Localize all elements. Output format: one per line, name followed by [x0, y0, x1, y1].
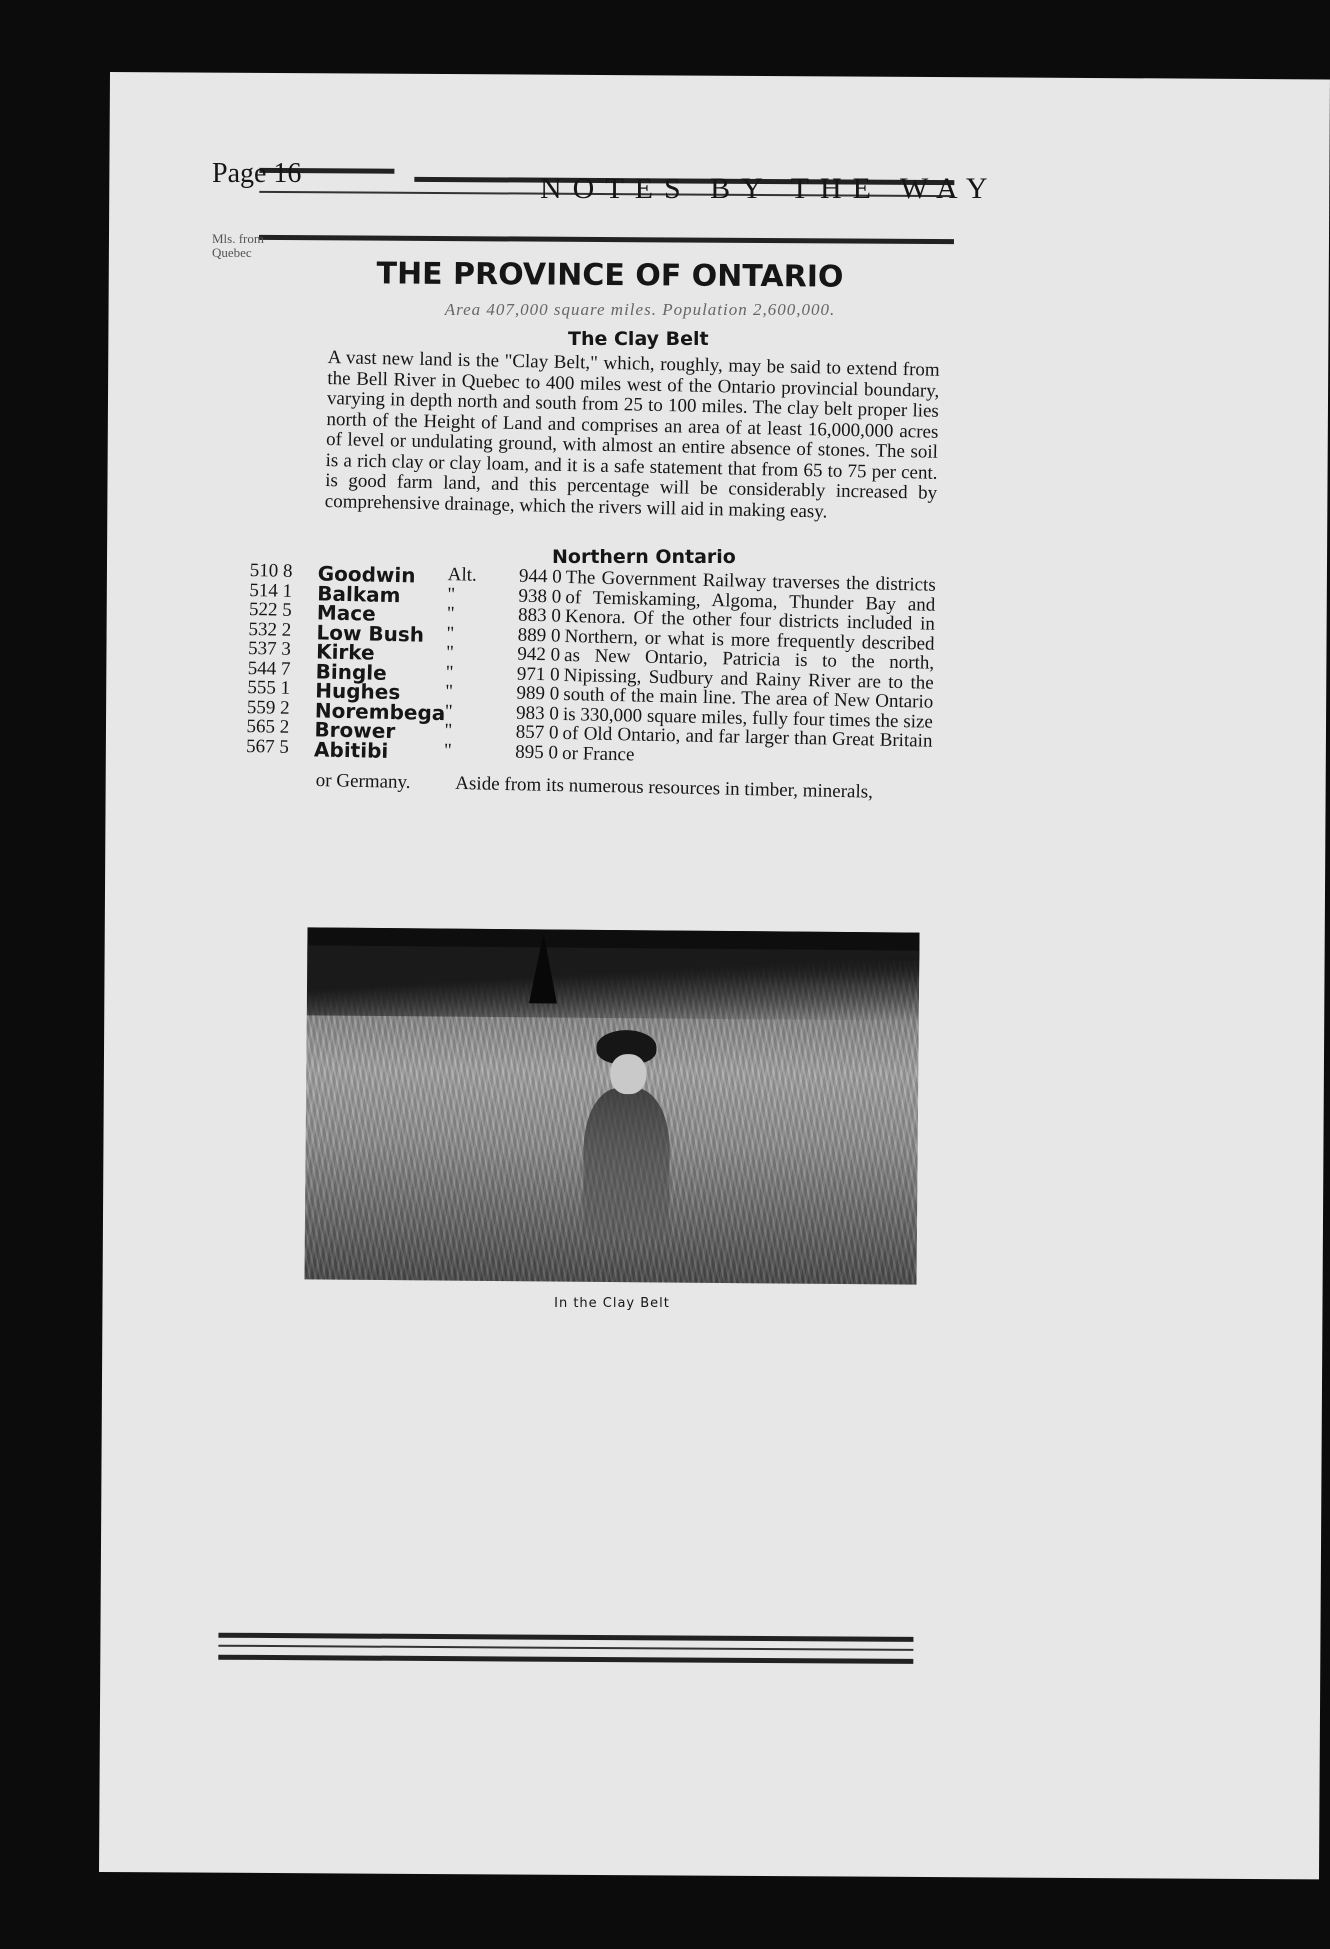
bottom-rule — [218, 1633, 913, 1642]
station-miles: 522 5 — [248, 598, 292, 621]
station-miles: 537 3 — [247, 637, 292, 660]
station-altitude: 971 0 — [516, 663, 560, 686]
header-rule — [259, 235, 954, 244]
station-altitude: 942 0 — [517, 643, 561, 666]
bottom-rule — [218, 1645, 913, 1651]
station-miles: 532 2 — [248, 618, 292, 641]
clay-belt-heading: The Clay Belt — [568, 328, 709, 350]
altitude-label: " — [447, 583, 456, 605]
altitude-label: " — [445, 661, 454, 683]
station-name: Goodwin — [317, 561, 416, 588]
altitude-label: " — [444, 700, 453, 722]
station-altitude: 883 0 — [517, 604, 562, 627]
photo-figure-body — [583, 1088, 670, 1239]
altitude-label: " — [445, 681, 454, 703]
station-name: Kirke — [315, 639, 375, 665]
page-subtitle: Area 407,000 square miles. Population 2,600,000. — [444, 300, 836, 319]
station-miles: 565 2 — [246, 715, 290, 738]
station-name: Low Bush — [316, 619, 425, 647]
altitude-label: " — [444, 720, 453, 742]
northern-ontario-paragraph: The Government Railway traverses the districts of Temiskaming, Algoma, Thunder Bay and Kenora. Of the other four districts included in Northern, or what is more frequently described as New Ontario, Patricia is to the north, Nipissing, Sudbury and Rainy River are to the south of the main line. The area of New Ontario is 330,000 square miles, fully four times the size of Old Ontario, and far larger than Great Britain or France — [561, 567, 936, 765]
station-miles: 555 1 — [247, 676, 291, 699]
station-miles: 559 2 — [246, 696, 290, 719]
station-altitude: 944 0 — [518, 565, 562, 588]
station-name: Hughes — [315, 678, 401, 705]
continuation-right: Aside from its numerous resources in timber, minerals, — [455, 772, 874, 803]
station-miles: 544 7 — [247, 657, 291, 680]
clay-belt-paragraph: A vast new land is the "Clay Belt," which, roughly, may be said to extend from the Bell River in Quebec to 400 miles west of the Ontario provincial boundary, varying in depth north and south from 25 to 100 miles. The clay belt proper lies north of the Height of Land and comprises an area of at least 16,000,000 acres of level or undulating ground, with almost an entire absence of stones. The soil is a rich clay or clay loam, and it is a safe statement that from 65 to 75 per cent. is good farm land, and this percentage will be considerably increased by comprehensive drainage, which the rivers will aid in making easy. — [324, 347, 940, 522]
station-name: Norembega — [314, 697, 446, 725]
photo-tree — [529, 933, 558, 1003]
station-name: Abitibi — [313, 736, 389, 763]
photo-caption: In the Clay Belt — [554, 1296, 670, 1311]
photo-figure-face — [610, 1054, 646, 1094]
page-number: Page 16 — [212, 158, 302, 189]
altitude-label: " — [446, 622, 455, 644]
station-altitude: 989 0 — [516, 682, 560, 705]
page-title: THE PROVINCE OF ONTARIO — [376, 256, 844, 295]
station-name: Balkam — [317, 580, 401, 607]
continuation-left: or Germany. — [315, 770, 411, 793]
station-altitude: 983 0 — [515, 702, 560, 724]
altitude-label: Alt. — [447, 564, 477, 586]
northern-ontario-heading: Northern Ontario — [552, 546, 736, 568]
station-altitude: 895 0 — [515, 741, 559, 763]
station-miles: 510 8 — [249, 560, 293, 582]
station-miles: 514 1 — [249, 579, 293, 602]
station-name: Mace — [316, 600, 376, 626]
station-miles: 567 5 — [245, 735, 290, 758]
bottom-rule — [218, 1655, 913, 1664]
running-head: NOTES BY THE WAY — [540, 172, 999, 205]
altitude-label: " — [445, 642, 455, 664]
station-name: Brower — [314, 717, 396, 744]
photo-treeline — [307, 945, 920, 1020]
station-name: Bingle — [315, 658, 388, 685]
station-altitude: 938 0 — [518, 585, 562, 608]
station-table — [246, 560, 570, 762]
station-altitude: 857 0 — [515, 721, 559, 744]
station-altitude: 889 0 — [517, 624, 561, 647]
altitude-label: " — [443, 739, 453, 761]
altitude-label: " — [446, 603, 455, 625]
mileage-column-label: Mls. from Quebec — [212, 231, 264, 260]
clay-belt-photograph — [304, 927, 919, 1284]
